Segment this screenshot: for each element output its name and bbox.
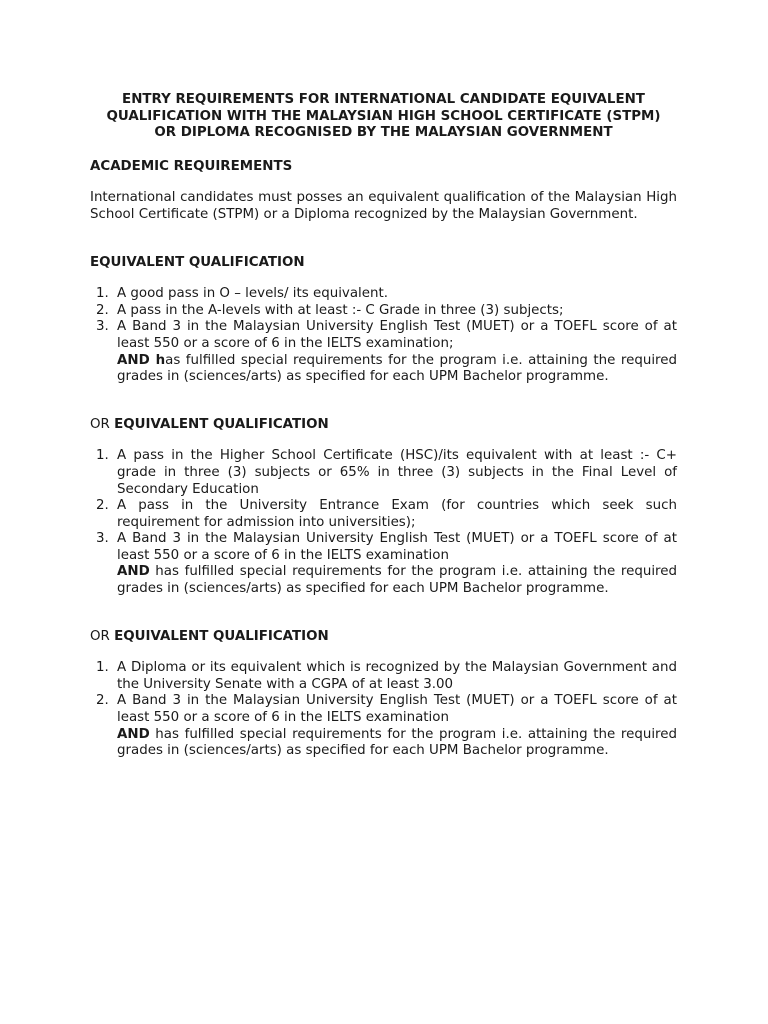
academic-requirements-heading: ACADEMIC REQUIREMENTS [90, 158, 293, 174]
section-3-heading-text: EQUIVALENT QUALIFICATION [114, 628, 329, 644]
section-1-list [90, 286, 677, 386]
list-number: 3. [96, 531, 109, 547]
and-condition-text: has fulfilled special requirements for the program i.e. attaining the required grades in (sciences/arts) as specified for each UPM Bachelor programme. [117, 564, 677, 597]
list-number: 2. [96, 302, 109, 318]
and-condition [117, 564, 677, 597]
list-item-text: A Band 3 in the Malaysian University English Test (MUET) or a TOEFL score of at least 550 or a score of 6 in the IELTS examination; [117, 319, 677, 351]
list-item [90, 319, 677, 385]
list-item [90, 498, 677, 531]
list-item [90, 660, 677, 693]
academic-requirements-text: International candidates must posses an equivalent qualification of the Malaysian High School Certificate (STPM) or a Diploma recognized by the Malaysian Government. [90, 190, 677, 222]
list-number: 1. [96, 660, 109, 676]
list-item [90, 448, 677, 498]
list-item [90, 531, 677, 597]
list-item-text: A pass in the A-levels with at least :- C Grade in three (3) subjects; [117, 302, 564, 318]
document-page [90, 92, 677, 760]
or-prefix: OR [90, 416, 115, 432]
and-keyword: AND [117, 564, 150, 580]
list-number: 1. [96, 286, 109, 302]
list-item-text: A Band 3 in the Malaysian University English Test (MUET) or a TOEFL score of at least 550 or a score of 6 in the IELTS examination [117, 693, 677, 726]
list-item [90, 303, 677, 320]
section-2-heading [90, 417, 677, 434]
title-line-2: QUALIFICATION WITH THE MALAYSIAN HIGH SCHOOL CERTIFICATE (STPM) [106, 108, 661, 124]
title-line-3: OR DIPLOMA RECOGNISED BY THE MALAYSIAN GOVERNMENT [154, 125, 613, 141]
title-line-1: ENTRY REQUIREMENTS FOR INTERNATIONAL CANDIDATE EQUIVALENT [122, 92, 645, 107]
section-3-list [90, 660, 677, 760]
section-3-heading [90, 629, 677, 646]
and-keyword: AND h [117, 352, 166, 368]
and-keyword: AND [117, 726, 150, 742]
section-1-heading: EQUIVALENT QUALIFICATION [90, 254, 305, 270]
list-number: 1. [96, 448, 109, 464]
and-condition [117, 353, 677, 386]
list-item [90, 693, 677, 759]
list-item-text: A Diploma or its equivalent which is recognized by the Malaysian Government and the University Senate with a CGPA of at least 3.00 [117, 660, 677, 692]
list-item-text: A Band 3 in the Malaysian University English Test (MUET) or a TOEFL score of at least 550 or a score of 6 in the IELTS examination [117, 531, 677, 563]
list-item-text: A pass in the Higher School Certificate (HSC)/its equivalent with at least :- C+ grade in three (3) subjects or 65% in three (3) subjects in the Final Level of Secondary Education [117, 448, 677, 497]
list-item [90, 286, 677, 303]
document-title [90, 92, 677, 142]
list-number: 3. [96, 319, 109, 335]
list-number: 2. [96, 498, 109, 514]
and-condition-text: as fulfilled special requirements for the program i.e. attaining the required grades in (sciences/arts) as specified for each UPM Bachelor programme. [117, 352, 677, 385]
section-2-heading-text: EQUIVALENT QUALIFICATION [114, 416, 329, 432]
or-prefix: OR [90, 628, 115, 644]
list-item-text: A good pass in O – levels/ its equivalent. [117, 286, 389, 302]
list-number: 2. [96, 693, 109, 709]
and-condition-text: has fulfilled special requirements for the program i.e. attaining the required grades in (sciences/arts) as specified for each UPM Bachelor programme. [117, 726, 677, 759]
section-2-list [90, 448, 677, 597]
and-condition [117, 727, 677, 760]
list-item-text: A pass in the University Entrance Exam (for countries which seek such requirement for admission into universities); [117, 498, 677, 530]
